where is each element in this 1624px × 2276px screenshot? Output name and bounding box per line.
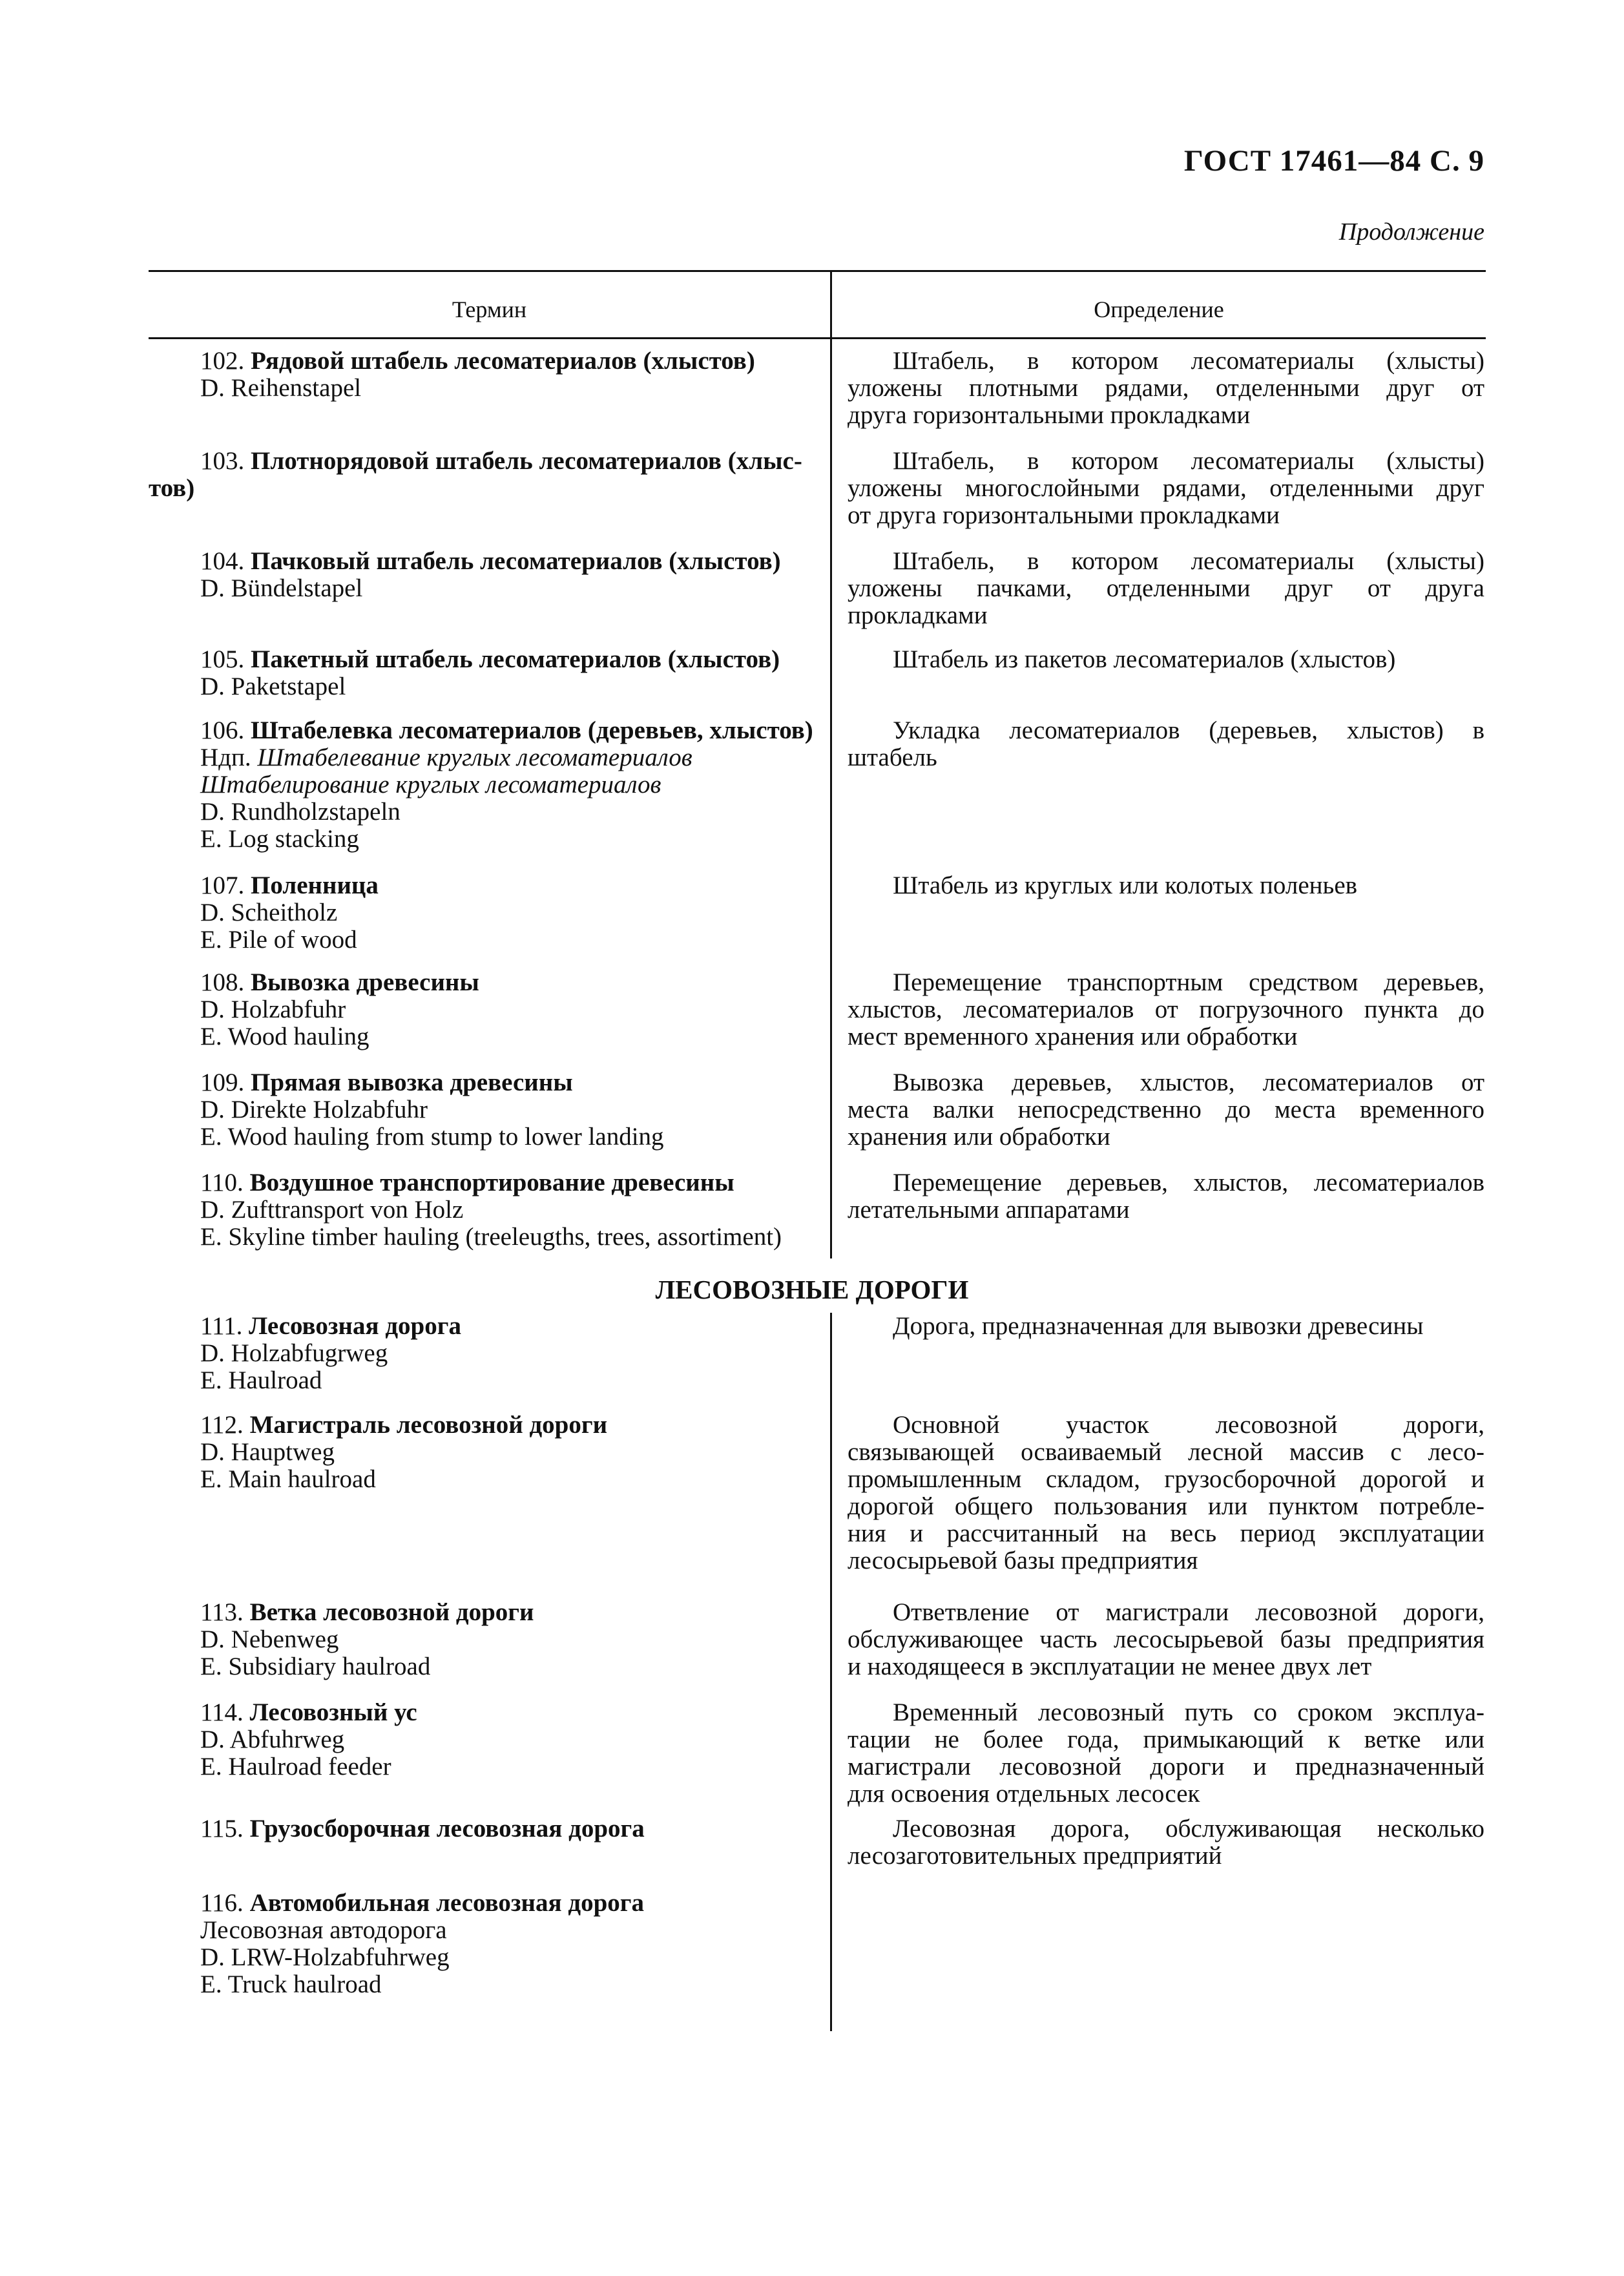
term-number: 116. <box>200 1889 250 1917</box>
term-name: Плотнорядовой штабель лесоматериалов (хлыс- <box>251 447 802 475</box>
definition-cell <box>848 548 1484 629</box>
term-number: 107. <box>200 872 251 899</box>
foreign-equivalent: E. Log stacking <box>200 825 359 853</box>
table-header-rule <box>149 337 1486 339</box>
term-heading <box>200 1890 820 1917</box>
term-name: Воздушное транспортирование древесины <box>249 1169 734 1196</box>
definition-line: штабель <box>848 744 937 771</box>
foreign-equivalent: D. Holzabfuhr <box>200 996 346 1023</box>
definition-cell <box>848 1699 1484 1808</box>
foreign-equivalent: D. Reihenstapel <box>200 374 362 402</box>
term-name: Грузосборочная лесовозная дорога <box>249 1815 645 1843</box>
term-name: Пачковый штабель лесоматериалов (хлыстов) <box>251 547 781 575</box>
definition-line: промышленным складом, грузосборочной дорогой и <box>848 1465 1484 1493</box>
foreign-equivalent: D. Nebenweg <box>200 1625 339 1653</box>
deprecated-term-name: Штабелевание круглых лесоматериалов <box>257 744 692 771</box>
term-heading <box>200 646 820 673</box>
definition-line: уложены плотными рядами, отделенными друг от <box>848 374 1484 402</box>
foreign-equivalent: E. Skyline timber hauling (treeleugths, trees, assortiment) <box>200 1223 782 1251</box>
definition-line: тации не более года, примыкающий к ветке или <box>848 1726 1484 1753</box>
definition-cell <box>848 1069 1484 1151</box>
definition-line: для освоения отдельных лесосек <box>848 1780 1200 1808</box>
term-number: 109. <box>200 1069 251 1096</box>
column-header-definition: Определение <box>1094 297 1224 322</box>
term-name: Лесовозный ус <box>249 1698 417 1726</box>
term-cell <box>200 1313 820 1394</box>
term-cell <box>200 348 820 402</box>
definition-cell <box>848 646 1484 673</box>
term-number: 115. <box>200 1815 250 1843</box>
term-cell <box>200 717 820 853</box>
term-name: Поленница <box>251 872 379 899</box>
term-cell <box>200 646 820 700</box>
definition-cell <box>848 348 1484 429</box>
foreign-equivalent: D. Holzabfugrweg <box>200 1339 388 1367</box>
foreign-equivalent: Лесовозная автодорога <box>200 1916 447 1944</box>
definition-line: Дорога, предназначенная для вывозки древесины <box>893 1312 1424 1340</box>
term-number: 106. <box>200 716 251 744</box>
definition-line: лесозаготовительных предприятий <box>848 1842 1222 1870</box>
definition-cell <box>848 969 1484 1050</box>
term-cell <box>200 548 820 602</box>
term-number: 112. <box>200 1411 250 1439</box>
foreign-equivalent: D. Bündelstapel <box>200 574 363 602</box>
term-name: Прямая вывозка древесины <box>251 1069 573 1096</box>
definition-cell <box>848 1412 1484 1574</box>
term-number: 104. <box>200 547 251 575</box>
foreign-equivalent: E. Main haulroad <box>200 1465 376 1493</box>
foreign-equivalent: E. Haulroad <box>200 1366 322 1394</box>
definition-line: Штабель из круглых или колотых поленьев <box>893 872 1358 899</box>
definition-line: от друга горизонтальными прокладками <box>848 501 1280 529</box>
term-number: 110. <box>200 1169 250 1196</box>
definition-line: мест временного хранения или обработки <box>848 1023 1298 1050</box>
term-name: Автомобильная лесовозная дорога <box>249 1889 644 1917</box>
foreign-equivalent: D. LRW-Holzabfuhrweg <box>200 1943 450 1971</box>
term-heading <box>200 548 820 575</box>
term-number: 111. <box>200 1312 249 1340</box>
definition-line: Укладка лесоматериалов (деревьев, хлыстов) в <box>893 716 1484 744</box>
term-heading <box>200 348 820 375</box>
column-header-term: Термин <box>452 297 527 322</box>
definition-line: ния и рассчитанный на весь период эксплуатации <box>848 1519 1484 1547</box>
document-code: ГОСТ 17461—84 С. 9 <box>1183 144 1484 178</box>
term-name: Вывозка древесины <box>251 968 479 996</box>
definition-line: Штабель, в котором лесоматериалы (хлысты) <box>893 447 1484 475</box>
definition-line: летательными аппаратами <box>848 1196 1130 1224</box>
definition-line: Вывозка деревьев, хлыстов, лесоматериалов от <box>893 1069 1484 1096</box>
deprecated-prefix: Ндп. <box>200 744 258 771</box>
term-name: Лесовозная дорога <box>249 1312 461 1340</box>
term-cell <box>200 1815 820 1843</box>
term-name: Магистраль лесовозной дороги <box>249 1411 608 1439</box>
term-heading <box>200 872 820 899</box>
section-title: ЛЕСОВОЗНЫЕ ДОРОГИ <box>655 1275 969 1304</box>
table-top-rule <box>149 270 1486 272</box>
term-heading <box>200 1313 820 1340</box>
term-heading <box>200 969 820 996</box>
definition-line: и находящееся в эксплуатации не менее двух лет <box>848 1653 1372 1680</box>
foreign-equivalent: D. Abfuhrweg <box>200 1726 345 1753</box>
definition-cell <box>848 1169 1484 1224</box>
foreign-equivalent: E. Haulroad feeder <box>200 1753 391 1780</box>
definition-line: прокладками <box>848 601 988 629</box>
definition-line: друга горизонтальными прокладками <box>848 401 1251 429</box>
column-divider-upper <box>830 270 832 1258</box>
foreign-equivalent: E. Wood hauling from stump to lower landing <box>200 1123 664 1151</box>
continuation-label: Продолжение <box>1338 218 1484 245</box>
foreign-equivalent: D. Zufttransport von Holz <box>200 1196 464 1224</box>
term-heading <box>200 1699 820 1726</box>
foreign-equivalent: E. Truck haulroad <box>200 1970 382 1998</box>
definition-cell <box>848 1815 1484 1870</box>
term-number: 108. <box>200 968 251 996</box>
definition-line: Основной участок лесовозной дороги, <box>893 1411 1484 1439</box>
definition-cell <box>848 1599 1484 1680</box>
term-number: 105. <box>200 645 251 673</box>
term-heading <box>200 1069 820 1096</box>
definition-cell <box>848 717 1484 771</box>
term-name: Ветка лесовозной дороги <box>249 1598 534 1626</box>
definition-cell <box>848 448 1484 529</box>
definition-line: места валки непосредственно до места временного <box>848 1096 1484 1123</box>
foreign-equivalent: D. Paketstapel <box>200 673 346 700</box>
term-heading <box>200 1599 820 1626</box>
definition-line: связывающей осваиваемый лесной массив с лесо- <box>848 1438 1484 1466</box>
column-divider-lower <box>830 1313 832 2031</box>
deprecated-term-name: Штабелирование круглых лесоматериалов <box>200 771 661 799</box>
definition-line: Штабель из пакетов лесоматериалов (хлыстов) <box>893 645 1396 673</box>
term-heading <box>200 717 820 744</box>
definition-line: дорогой общего пользования или пунктом потребле- <box>848 1492 1484 1520</box>
definition-line: лесосырьевой базы предприятия <box>848 1547 1198 1574</box>
foreign-equivalent: E. Subsidiary haulroad <box>200 1653 431 1680</box>
definition-line: хлыстов, лесоматериалов от погрузочного пункта до <box>848 996 1484 1023</box>
definition-line: Перемещение транспортным средством деревьев, <box>893 968 1484 996</box>
definition-line: магистрали лесовозной дороги и предназначенный <box>848 1753 1484 1780</box>
foreign-equivalent: D. Direkte Holzabfuhr <box>200 1096 428 1123</box>
definition-line: уложены пачками, отделенными друг от друга <box>848 574 1484 602</box>
foreign-equivalent: D. Scheitholz <box>200 899 338 926</box>
foreign-equivalent: E. Pile of wood <box>200 926 357 954</box>
term-heading <box>200 1412 820 1439</box>
definition-line: Ответвление от магистрали лесовозной дороги, <box>893 1598 1484 1626</box>
term-name: Рядовой штабель лесоматериалов (хлыстов) <box>251 347 755 375</box>
definition-cell <box>848 1313 1484 1340</box>
term-heading <box>200 1815 820 1843</box>
term-cell <box>200 1599 820 1680</box>
definition-line: уложены многослойными рядами, отделенными друг <box>848 474 1484 502</box>
definition-line: Штабель, в котором лесоматериалы (хлысты) <box>893 347 1484 375</box>
term-cell <box>149 447 820 502</box>
term-name-continuation: тов) <box>149 474 195 502</box>
definition-line: Временный лесовозный путь со сроком эксплуа- <box>893 1698 1484 1726</box>
term-number: 103. <box>200 447 251 475</box>
foreign-equivalent: E. Wood hauling <box>200 1023 370 1050</box>
term-cell <box>200 1069 820 1151</box>
term-cell <box>200 969 820 1050</box>
term-cell <box>200 1890 820 1998</box>
term-cell <box>200 1169 820 1251</box>
term-cell <box>200 1699 820 1780</box>
term-number: 113. <box>200 1598 250 1626</box>
definition-line: обслуживающее часть лесосырьевой базы предприятия <box>848 1625 1484 1653</box>
definition-line: хранения или обработки <box>848 1123 1110 1151</box>
definition-line: Штабель, в котором лесоматериалы (хлысты) <box>893 547 1484 575</box>
term-cell <box>200 872 820 954</box>
definition-cell <box>848 872 1484 899</box>
term-name: Штабелевка лесоматериалов (деревьев, хлыстов) <box>251 716 813 744</box>
term-number: 102. <box>200 347 251 375</box>
definition-line: Перемещение деревьев, хлыстов, лесоматериалов <box>893 1169 1484 1196</box>
term-heading <box>200 448 820 475</box>
term-heading <box>200 1169 820 1196</box>
term-cell <box>200 1412 820 1493</box>
foreign-equivalent: D. Hauptweg <box>200 1438 335 1466</box>
term-number: 114. <box>200 1698 250 1726</box>
deprecated-term <box>200 744 820 771</box>
foreign-equivalent: D. Rundholzstapeln <box>200 798 401 826</box>
definition-line: Лесовозная дорога, обслуживающая несколько <box>893 1815 1484 1843</box>
term-name: Пакетный штабель лесоматериалов (хлыстов) <box>251 645 780 673</box>
